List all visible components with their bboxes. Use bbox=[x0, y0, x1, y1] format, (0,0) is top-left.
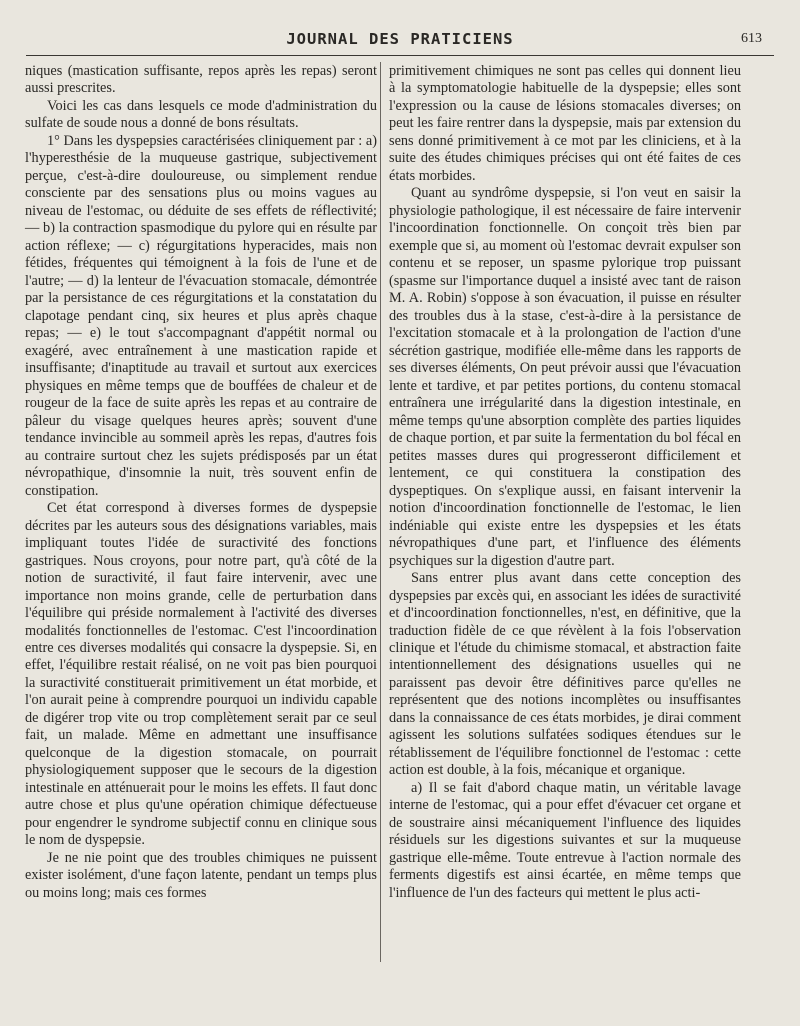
left-column bbox=[25, 63, 377, 902]
paragraph: Je ne nie point que des troubles chimiques ne puissent exister isolément, d'une façon latente, pendant un temps plus ou moins long; mais ces formes bbox=[25, 849, 377, 901]
column-divider bbox=[380, 62, 381, 962]
paragraph: Quant au syndrôme dyspepsie, si l'on veut en saisir la physiologie pathologique, il est nécessaire de faire intervenir l'incoordination fonctionnelle. On conçoit très bien par exemple que si, au moment où l'estomac devrait expulser son contenu et se reposer, un spasme pylorique trop puissant (spasme sur l'importance duquel a insisté avec tant de raison M. A. Robin) s'oppose à son évacuation, il puisse en résulter des troubles dus à la stase, c'est-à-dire à la persistance de l'excitation stomacale et à la prolongation de l'action d'une sécrétion gastrique, modifiée elle-même dans les rapports de ses diverses éléments, On peut prévoir aussi que l'évacuation lente et tardive, et par petites portions, du contenu stomacal entraînera une irrégularité dans la digestion intestinale, en même temps qu'une absorption complète des parties liquides de chaque portion, et par suite la fermentation du bol fécal en petites masses dures qui progresseront difficilement et lentement, ce qui constituera la constipation des dyspeptiques. On s'explique aussi, en faisant intervenir la notion d'incoordination fonctionnelle de l'estomac, le lien indéniable qui existe entre les dyspepsies et les états névropathiques d'une part, et l'influence des éléments psychiques sur la digestion d'autre part. bbox=[389, 185, 741, 569]
paragraph: primitivement chimiques ne sont pas celles qui donnent lieu à la symptomatologie habituelle de la dyspepsie; elles sont l'expression ou la cause de lésions stomacales diverses; on peut les faire rentrer dans la dyspepsie, mais par extension du sens donné primitivement à ce mot par les cliniciens, et à la suite des études chimiques précises qui ont été faites de ces états morbides. bbox=[389, 63, 741, 184]
page-header bbox=[26, 26, 774, 56]
journal-title: JOURNAL DES PRATICIENS bbox=[286, 30, 514, 48]
paragraph: a) Il se fait d'abord chaque matin, un véritable lavage interne de l'estomac, qui a pour effet d'évacuer cet organe et de soustraire ainsi mécaniquement l'influence des liquides résiduels sur les digestions suivantes et sur la muqueuse gastrique elle-même. Toute entrevue à l'action normale des ferments digestifs est ainsi écartée, en même temps que l'influence de l'un des facteurs qui mettent le plus acti- bbox=[389, 779, 741, 901]
paragraph: Sans entrer plus avant dans cette conception des dyspepsies par excès qui, en associant les idées de suractivité et d'incoordination fonctionnelles, n'est, en définitive, que la traduction fidèle de ce que révèlent à la fois l'observation clinique et l'étude du chimisme stomacal, et abstraction faite intentionnellement des désignations usuelles qui ne paraissent pas devoir être définitives parce qu'elles ne représentent que des notions incomplètes ou insuffisantes dans la connaissance de ces états morbides, je dirai comment agissent les solutions sulfatées sodiques étendues sur le rétablissement de l'équilibre fonctionnel de l'estomac : cette action est double, à la fois, mécanique et organique. bbox=[389, 570, 741, 779]
right-column bbox=[389, 63, 741, 902]
paragraph: niques (mastication suffisante, repos après les repas) seront aussi prescrites. bbox=[25, 63, 377, 97]
header-rule bbox=[26, 55, 774, 56]
paragraph: Cet état correspond à diverses formes de dyspepsie décrites par les auteurs sous des désignations variables, mais impliquant toutes l'idée de suractivité des fonctions gastriques. Nous croyons, pour notre part, qu'à côté de la notion de suractivité, il faut faire intervenir, avec une importance non moins grande, celle de perturbation dans l'équilibre qui préside normalement à l'activité des diverses modalités fonctionnelles de l'estomac. C'est l'incoordination entre ces diverses modalités qui consacre la dyspepsie. Si, en effet, l'équilibre restait réalisé, on ne voit pas bien pourquoi la suractivité constituerait primitivement un état morbide, et l'on aurait peine à comprendre pourquoi un individu capable de digérer trop vite ou trop complètement serait par ce seul fait, un malade. Même en admettant une insuffisance quelconque de la digestion stomacale, on pourrait physiologiquement supposer que le secours de la digestion intestinale en atténuerait pour le moins les effets. Il faut donc autre chose et plus qu'une opération chimique défectueuse pour engendrer le syndrome subjectif connu en clinique sous le nom de dyspepsie. bbox=[25, 500, 377, 849]
paragraph: 1° Dans les dyspepsies caractérisées cliniquement par : a) l'hyperesthésie de la muqueuse gastrique, subjectivement perçue, c'est-à-dire douloureuse, ou simplement rendue consciente par des sensations plus ou moins vagues au niveau de l'estomac, ou déduite de ses effets de réflectivité; — b) la contraction spasmodique du pylore qui en résulte par action réflexe; — c) régurgitations hyperacides, mais non fétides, fréquentes qui témoignent à la fois de l'une et de l'autre; — d) la lenteur de l'évacuation stomacale, démontrée par la persistance de ces régurgitations et la constatation du clapotage pendant cinq, six heures et plus après chaque repas; — e) le tout s'accompagnant d'appétit normal ou exagéré, avec entraînement à une mastication rapide et insuffisante; d'inaptitude au travail et surtout aux exercices physiques en même temps que de bouffées de chaleur et de rougeur de la face de suite après les repas et au contraire de pâleur du visage quelques heures après; souvent d'une tendance invincible au sommeil après les repas, d'autres fois au contraire surtout chez les sujets prédisposés par un état névropathique, d'insomnie la nuit, très souvent enfin de constipation. bbox=[25, 132, 377, 499]
paragraph: Voici les cas dans lesquels ce mode d'administration du sulfate de soude nous a donné de bons résultats. bbox=[25, 97, 377, 132]
page-number: 613 bbox=[741, 31, 762, 46]
